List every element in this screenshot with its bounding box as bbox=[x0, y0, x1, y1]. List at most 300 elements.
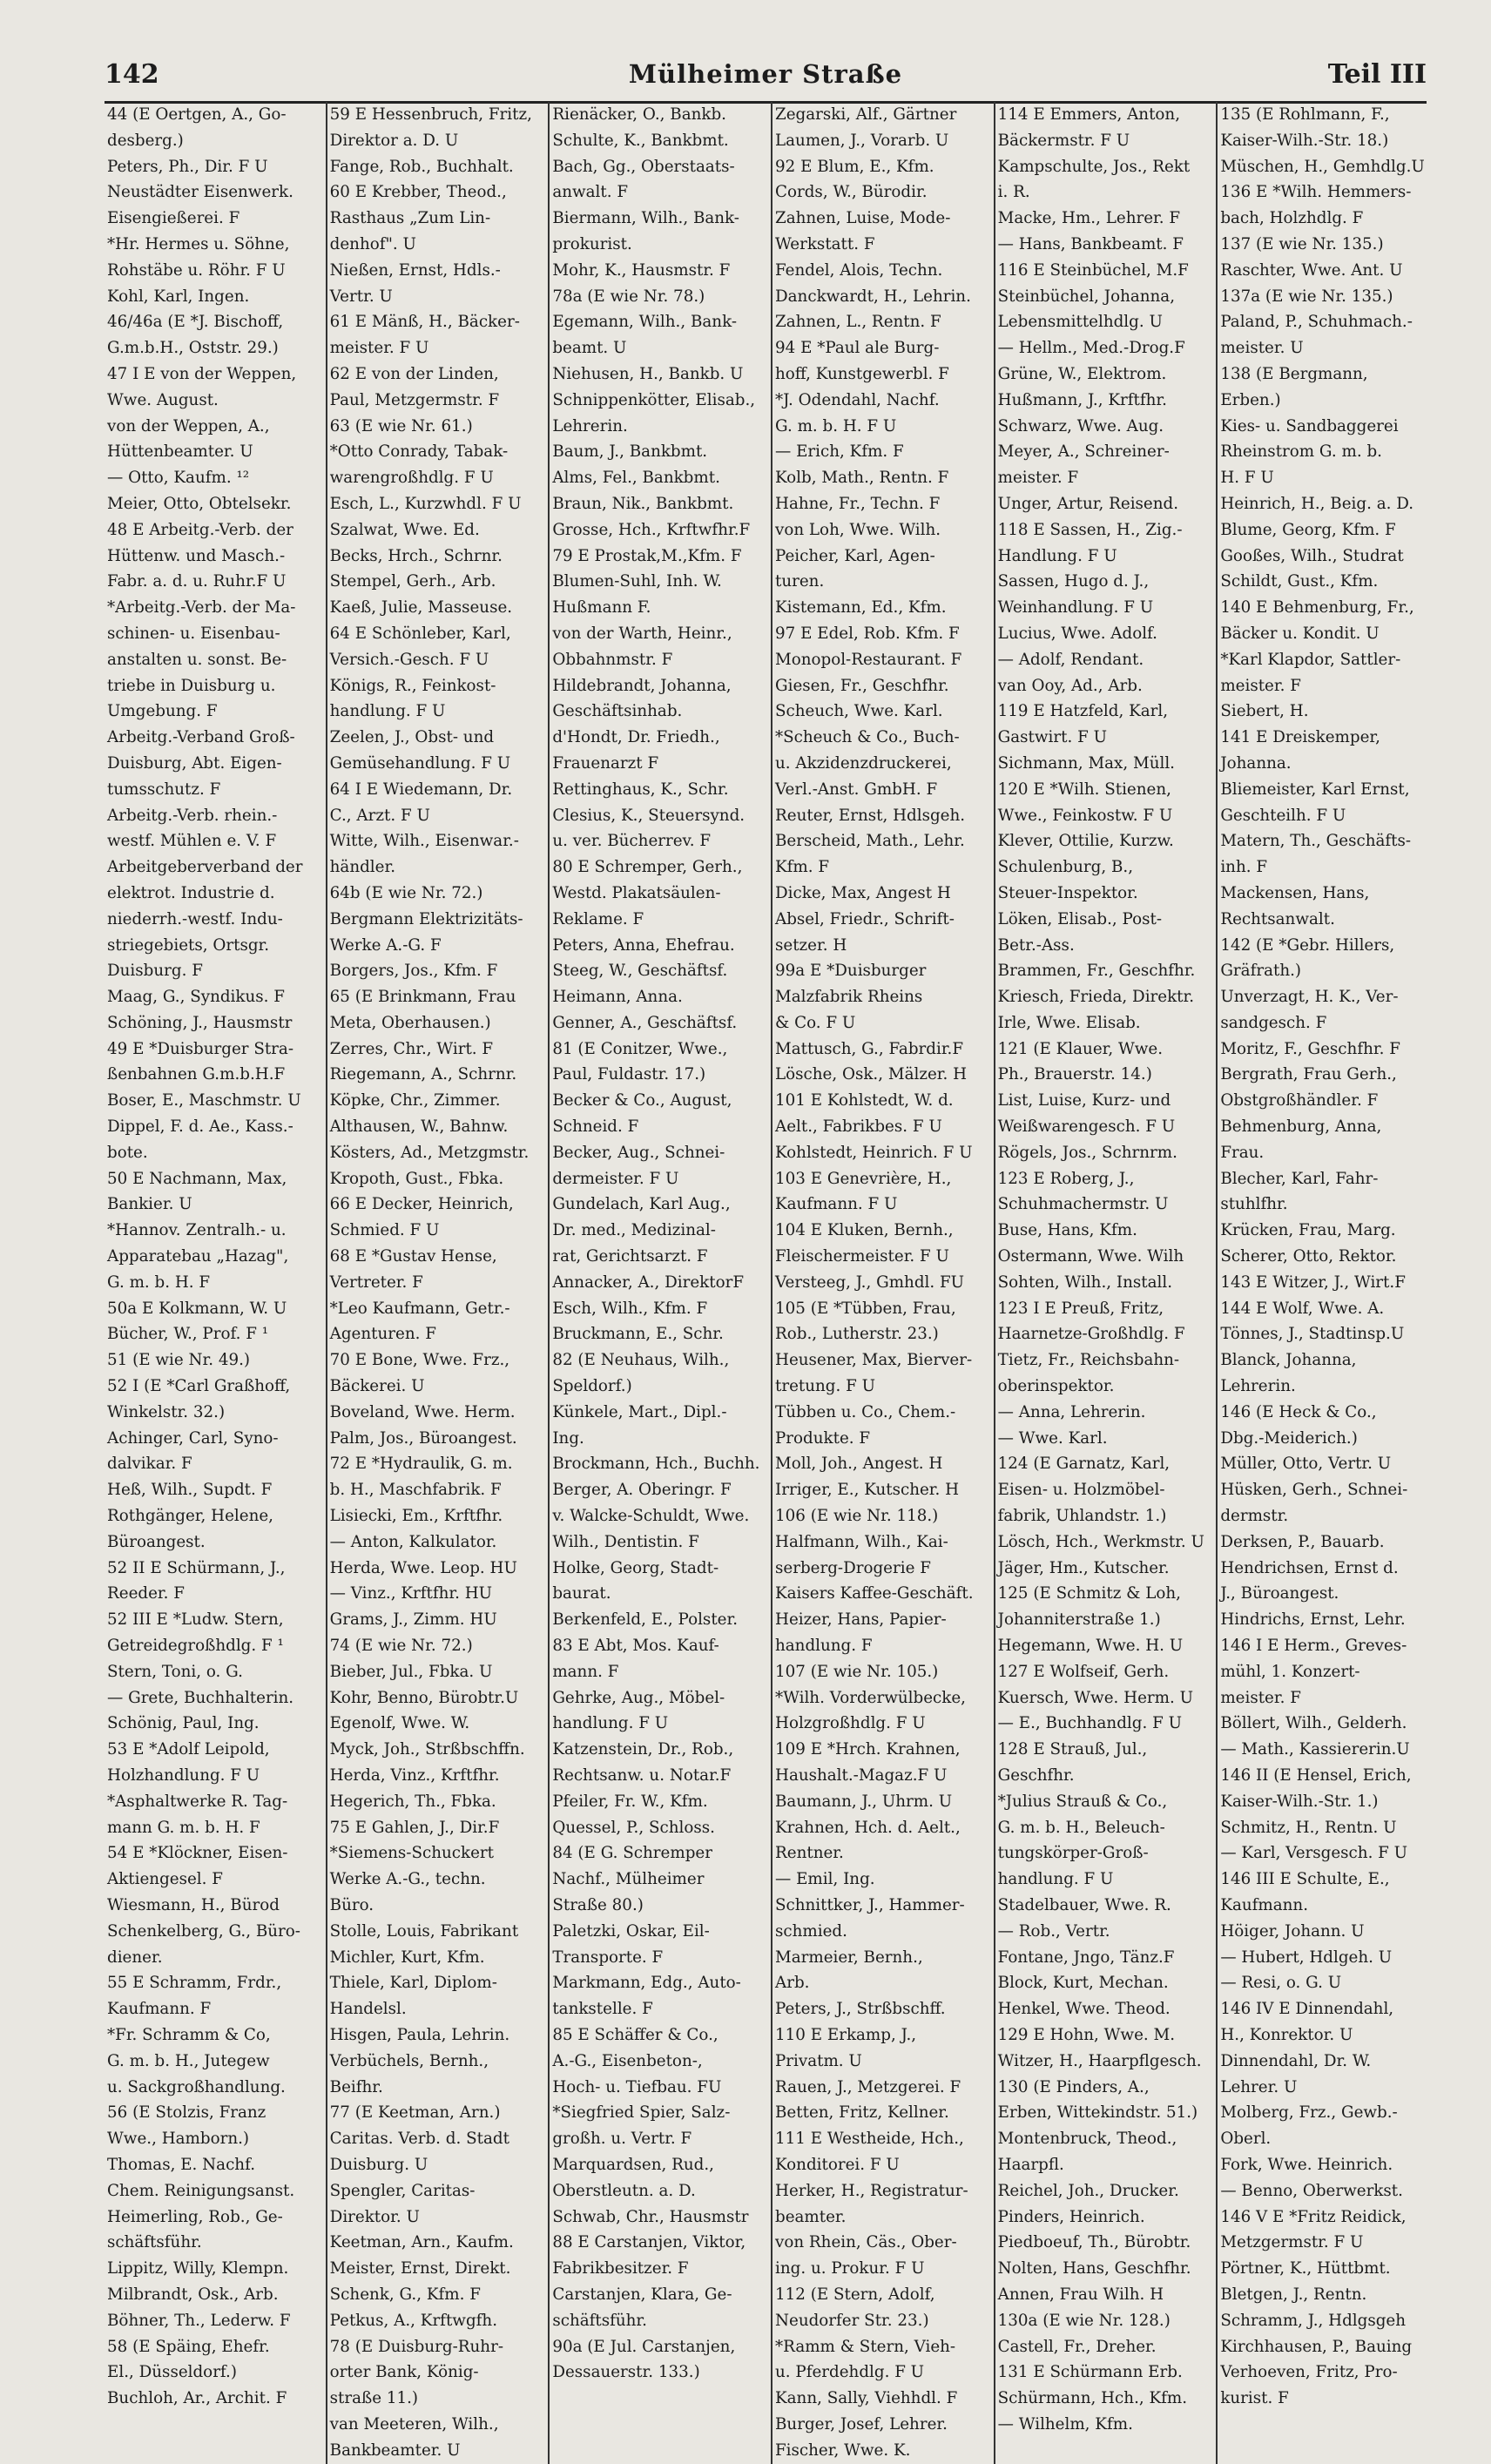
directory-entry-line: von Loh, Wwe. Wilh. bbox=[775, 520, 941, 539]
directory-entry-line: Bruckmann, E., Schr. bbox=[552, 1325, 724, 1344]
directory-entry-line: Wiesmann, H., Bürod bbox=[107, 1895, 280, 1914]
directory-entry-line: sandgesch. F bbox=[1220, 1013, 1327, 1032]
directory-entry-line: 94 E *Paul ale Burg- bbox=[775, 339, 940, 358]
directory-entry-line: List, Luise, Kurz- und bbox=[997, 1091, 1171, 1110]
directory-entry-line: Aktiengesel. F bbox=[107, 1870, 223, 1889]
directory-entry-line: Lippitz, Willy, Klempn. bbox=[107, 2259, 289, 2278]
directory-entry-line: — Grete, Buchhalterin. bbox=[107, 1688, 294, 1707]
directory-entry-line: 55 E Schramm, Frdr., bbox=[107, 1974, 282, 1993]
directory-entry-line: Tübben u. Co., Chem.- bbox=[775, 1402, 956, 1421]
directory-entry-line: Heimann, Anna. bbox=[552, 988, 683, 1007]
directory-entry-line: — Otto, Kaufm. ¹² bbox=[107, 469, 250, 488]
directory-entry-line: Kaufmann. bbox=[1220, 1895, 1309, 1914]
directory-entry-line: Siebert, H. bbox=[1220, 702, 1309, 721]
directory-entry-line: Neustädter Eisenwerk. bbox=[107, 183, 293, 202]
directory-entry-line: 140 E Behmenburg, Fr., bbox=[1220, 598, 1414, 618]
directory-entry-line: Rechtsanwalt. bbox=[1220, 909, 1335, 928]
directory-entry-line: Nießen, Ernst, Hdls.- bbox=[329, 260, 501, 280]
directory-entry-line: 81 (E Conitzer, Wwe., bbox=[552, 1039, 728, 1058]
directory-entry-line: Schöning, J., Hausmstr bbox=[107, 1013, 293, 1032]
directory-entry-line: Henkel, Wwe. Theod. bbox=[997, 2000, 1171, 2019]
directory-entry-line: 143 E Witzer, J., Wirt.F bbox=[1220, 1273, 1406, 1292]
directory-entry-line: 75 E Gahlen, J., Dir.F bbox=[329, 1818, 500, 1837]
directory-entry-line: Chem. Reinigungsanst. bbox=[107, 2181, 295, 2200]
directory-entry-line: 137 (E wie Nr. 135.) bbox=[1220, 234, 1384, 253]
directory-entry-line: Rob., Lutherstr. 23.) bbox=[775, 1325, 939, 1344]
directory-entry-line: 106 (E wie Nr. 118.) bbox=[775, 1507, 939, 1526]
directory-entry-line: Herda, Wwe. Leop. HU bbox=[329, 1558, 517, 1577]
directory-entry-line: warengroßhdlg. F U bbox=[329, 469, 494, 488]
directory-entry-line: Wwe., Feinkostw. F U bbox=[997, 806, 1173, 825]
directory-entry-line: setzer. H bbox=[775, 935, 847, 955]
directory-entry-line: Paletzki, Oskar, Eil- bbox=[552, 1921, 710, 1941]
directory-entry-line: von der Warth, Heinr., bbox=[552, 624, 732, 643]
directory-entry-line: Witzer, H., Haarpflgesch. bbox=[997, 2051, 1202, 2070]
directory-entry-line: Eisen- u. Holzmöbel- bbox=[997, 1481, 1165, 1500]
directory-entry-line: 92 E Blum, E., Kfm. bbox=[775, 157, 934, 176]
directory-entry-line: 46/46a (E *J. Bischoff, bbox=[107, 313, 284, 332]
directory-entry-line: Schnittker, J., Hammer- bbox=[775, 1895, 965, 1914]
directory-entry-line: bach, Holzhdlg. F bbox=[1220, 209, 1364, 228]
directory-entry-line: Danckwardt, H., Lehrin. bbox=[775, 287, 971, 306]
directory-entry-line: *J. Odendahl, Nachf. bbox=[775, 390, 940, 409]
directory-entry-line: Egenolf, Wwe. W. bbox=[329, 1714, 470, 1733]
directory-entry-line: 50a E Kolkmann, W. U bbox=[107, 1299, 287, 1318]
directory-entry-line: Heusener, Max, Bierver- bbox=[775, 1351, 973, 1370]
directory-entry-line: Schwab, Chr., Hausmstr bbox=[552, 2207, 749, 2226]
directory-entry-line: Hisgen, Paula, Lehrin. bbox=[329, 2025, 510, 2044]
directory-column bbox=[772, 102, 995, 2464]
directory-entry-line: Haarpfl. bbox=[997, 2155, 1064, 2174]
directory-entry-line: *Fr. Schramm & Co, bbox=[107, 2025, 271, 2044]
directory-entry-line: El., Düsseldorf.) bbox=[107, 2363, 237, 2382]
directory-entry-line: Paul, Metzgermstr. F bbox=[329, 390, 500, 409]
directory-entry-line: diener. bbox=[107, 1948, 163, 1967]
directory-entry-line: Spengler, Caritas- bbox=[329, 2181, 476, 2200]
directory-entry-line: Arbeitgeberverband der bbox=[107, 858, 303, 877]
directory-entry-line: Krahnen, Hch. d. Aelt., bbox=[775, 1818, 961, 1837]
directory-entry-line: Sassen, Hugo d. J., bbox=[997, 572, 1150, 591]
directory-entry-line: G. m. b. H., Jutegew bbox=[107, 2051, 270, 2070]
directory-entry-line: Paul, Fuldastr. 17.) bbox=[552, 1065, 706, 1084]
directory-entry-line: Palm, Jos., Büroangest. bbox=[329, 1428, 517, 1448]
directory-entry-line: rat, Gerichtsarzt. F bbox=[552, 1247, 708, 1266]
directory-entry-line: Grosse, Hch., Krftwfhr.F bbox=[552, 520, 751, 539]
directory-entry-line: Behmenburg, Anna, bbox=[1220, 1117, 1382, 1137]
directory-entry-line: Herda, Vinz., Krftfhr. bbox=[329, 1766, 500, 1785]
directory-entry-line: 101 E Kohlstedt, W. d. bbox=[775, 1091, 954, 1110]
directory-entry-line: i. R. bbox=[997, 183, 1030, 202]
directory-entry-line: — Vinz., Krftfhr. HU bbox=[329, 1584, 493, 1603]
directory-entry-line: Schuhmachermstr. U bbox=[997, 1195, 1169, 1214]
directory-entry-line: Steeg, W., Geschäftsf. bbox=[552, 962, 728, 981]
directory-entry-line: Schmied. F U bbox=[329, 1221, 440, 1240]
directory-entry-line: Gundelach, Karl Aug., bbox=[552, 1195, 731, 1214]
directory-entry-line: Johanna. bbox=[1220, 753, 1292, 773]
directory-entry-line: Mattusch, G., Fabrdir.F bbox=[775, 1039, 964, 1058]
directory-entry-line: Kistemann, Ed., Kfm. bbox=[775, 598, 947, 618]
directory-entry-line: Schnippenkötter, Elisab., bbox=[552, 390, 756, 409]
directory-entry-line: Schmitz, H., Rentn. U bbox=[1220, 1818, 1397, 1837]
directory-entry-line: 56 (E Stolzis, Franz bbox=[107, 2103, 266, 2123]
directory-entry-line: Bergrath, Frau Gerh., bbox=[1220, 1065, 1397, 1084]
directory-entry-line: Kriesch, Frieda, Direktr. bbox=[997, 988, 1195, 1007]
directory-entry-line: Nolten, Hans, Geschfhr. bbox=[997, 2259, 1191, 2278]
directory-entry-line: — Benno, Oberwerkst. bbox=[1220, 2181, 1403, 2200]
directory-entry-line: Blume, Georg, Kfm. F bbox=[1220, 520, 1396, 539]
directory-entry-line: von Rhein, Cäs., Ober- bbox=[775, 2233, 957, 2252]
directory-entry-line: Achinger, Carl, Syno- bbox=[107, 1428, 279, 1448]
directory-entry-line: — E., Buchhandlg. F U bbox=[997, 1714, 1182, 1733]
directory-entry-line: 59 E Hessenbruch, Fritz, bbox=[329, 105, 532, 124]
directory-entry-line: Geschteilh. F U bbox=[1220, 806, 1346, 825]
directory-entry-line: Holke, Georg, Stadt- bbox=[552, 1558, 719, 1577]
directory-entry-line: 129 E Hohn, Wwe. M. bbox=[997, 2025, 1176, 2044]
directory-entry-line: & Co. F U bbox=[775, 1013, 856, 1032]
directory-entry-line: 50 E Nachmann, Max, bbox=[107, 1169, 287, 1188]
directory-entry-line: Fischer, Wwe. K. bbox=[775, 2440, 911, 2460]
directory-entry-line: schäftsführ. bbox=[552, 2311, 647, 2330]
directory-entry-line: Kirchhausen, P., Bauing bbox=[1220, 2337, 1413, 2356]
directory-entry-line: händler. bbox=[329, 858, 396, 877]
directory-entry-line: Bieber, Jul., Fbka. U bbox=[329, 1662, 493, 1681]
directory-column bbox=[1218, 102, 1440, 2464]
directory-entry-line: Gooßes, Wilh., Studrat bbox=[1220, 546, 1404, 565]
directory-entry-line: Katzenstein, Dr., Rob., bbox=[552, 1740, 734, 1759]
directory-entry-line: 141 E Dreiskemper, bbox=[1220, 728, 1380, 747]
directory-entry-line: dermstr. bbox=[1220, 1507, 1289, 1526]
directory-entry-line: Block, Kurt, Mechan. bbox=[997, 1974, 1169, 1993]
directory-entry-line: Brockmann, Hch., Buchh. bbox=[552, 1455, 760, 1474]
directory-entry-line: *Scheuch & Co., Buch- bbox=[775, 728, 960, 747]
directory-entry-line: Handlung. F U bbox=[997, 546, 1117, 565]
directory-entry-line: Schenkelberg, G., Büro- bbox=[107, 1921, 300, 1941]
directory-entry-line: Castell, Fr., Dreher. bbox=[997, 2337, 1157, 2356]
directory-entry-line: 127 E Wolfseif, Gerh. bbox=[997, 1662, 1170, 1681]
directory-entry-line: G. m. b. H., Beleuch- bbox=[997, 1818, 1165, 1837]
directory-entry-line: Bücher, W., Prof. F ¹ bbox=[107, 1325, 269, 1344]
directory-entry-line: Dinnendahl, Dr. W. bbox=[1220, 2051, 1372, 2070]
directory-entry-line: 124 (E Garnatz, Karl, bbox=[997, 1455, 1171, 1474]
directory-entry-line: Schenk, G., Kfm. F bbox=[329, 2285, 481, 2304]
directory-entry-line: Bäckermstr. F U bbox=[997, 131, 1130, 150]
directory-entry-line: Stern, Toni, o. G. bbox=[107, 1662, 243, 1681]
directory-entry-line: Annacker, A., DirektorF bbox=[552, 1273, 745, 1292]
directory-entry-line: Meister, Ernst, Direkt. bbox=[329, 2259, 511, 2278]
directory-entry-line: Witte, Wilh., Eisenwar.- bbox=[329, 832, 519, 851]
directory-entry-line: triebe in Duisburg u. bbox=[107, 676, 276, 695]
directory-entry-line: Kfm. F bbox=[775, 858, 830, 877]
directory-entry-line: 52 II E Schürmann, J., bbox=[107, 1558, 286, 1577]
directory-entry-line: Cords, W., Bürodir. bbox=[775, 183, 928, 202]
directory-entry-line: Grüne, W., Elektrom. bbox=[997, 364, 1167, 383]
directory-entry-line: meister. F bbox=[1220, 1688, 1301, 1707]
directory-entry-line: Transporte. F bbox=[552, 1948, 664, 1967]
directory-entry-line: denhof". U bbox=[329, 234, 416, 253]
directory-entry-line: niederrh.-westf. Indu- bbox=[107, 909, 283, 928]
directory-entry-line: anwalt. F bbox=[552, 183, 629, 202]
directory-entry-line: mann G. m. b. H. F bbox=[107, 1818, 260, 1837]
directory-entry-line: Piedboeuf, Th., Bürobtr. bbox=[997, 2233, 1191, 2252]
directory-entry-line: fabrik, Uhlandstr. 1.) bbox=[997, 1507, 1167, 1526]
directory-entry-line: Pörtner, K., Hüttbmt. bbox=[1220, 2259, 1391, 2278]
directory-entry-line: schmied. bbox=[775, 1921, 847, 1941]
directory-entry-line: Kuersch, Wwe. Herm. U bbox=[997, 1688, 1194, 1707]
directory-entry-line: Milbrandt, Osk., Arb. bbox=[107, 2285, 279, 2304]
directory-entry-line: *Otto Conrady, Tabak- bbox=[329, 442, 509, 462]
directory-entry-line: Zeelen, J., Obst- und bbox=[329, 728, 495, 747]
directory-entry-line: b. H., Maschfabrik. F bbox=[329, 1481, 502, 1500]
directory-entry-line: Malzfabrik Rheins bbox=[775, 988, 923, 1007]
directory-entry-line: Kösters, Ad., Metzgmstr. bbox=[329, 1143, 530, 1162]
directory-entry-line: Frauenarzt F bbox=[552, 753, 659, 773]
directory-entry-line: von der Weppen, A., bbox=[107, 416, 270, 435]
directory-entry-line: Tietz, Fr., Reichsbahn- bbox=[997, 1351, 1180, 1370]
directory-entry-line: van Ooy, Ad., Arb. bbox=[997, 676, 1143, 695]
directory-entry-line: Getreidegroßhdlg. F ¹ bbox=[107, 1637, 284, 1656]
directory-entry-line: großh. u. Vertr. F bbox=[552, 2130, 692, 2149]
directory-entry-line: Molberg, Frz., Gewb.- bbox=[1220, 2103, 1398, 2123]
directory-entry-line: Steuer-Inspektor. bbox=[997, 883, 1138, 902]
directory-entry-line: striegebiets, Ortsgr. bbox=[107, 935, 270, 955]
directory-entry-line: Rothgänger, Helene, bbox=[107, 1507, 273, 1526]
directory-entry-line: Reeder. F bbox=[107, 1584, 185, 1603]
directory-entry-line: 47 I E von der Weppen, bbox=[107, 364, 297, 383]
directory-entry-line: 82 (E Neuhaus, Wilh., bbox=[552, 1351, 730, 1370]
directory-entry-line: Bach, Gg., Oberstaats- bbox=[552, 157, 735, 176]
directory-entry-line: Reuter, Ernst, Hdlsgeh. bbox=[775, 806, 966, 825]
directory-entry-line: Oberstleutn. a. D. bbox=[552, 2181, 696, 2200]
directory-entry-line: Winkelstr. 32.) bbox=[107, 1402, 226, 1421]
directory-entry-line: 85 E Schäffer & Co., bbox=[552, 2025, 719, 2044]
directory-entry-line: Biermann, Wilh., Bank- bbox=[552, 209, 739, 228]
directory-entry-line: tankstelle. F bbox=[552, 2000, 653, 2019]
directory-entry-line: Giesen, Fr., Geschfhr. bbox=[775, 676, 949, 695]
directory-entry-line: 72 E *Hydraulik, G. m. bbox=[329, 1455, 513, 1474]
directory-entry-line: Neudorfer Str. 23.) bbox=[775, 2311, 929, 2330]
directory-entry-line: 103 E Genevrière, H., bbox=[775, 1169, 952, 1188]
directory-entry-line: Werke A.-G., techn. bbox=[329, 1870, 486, 1889]
directory-entry-line: Verl.-Anst. GmbH. F bbox=[775, 780, 938, 799]
directory-entry-line: Kohr, Benno, Bürobtr.U bbox=[329, 1688, 519, 1707]
directory-entry-line: Scheuch, Wwe. Karl. bbox=[775, 702, 943, 721]
directory-entry-line: Dicke, Max, Angest H bbox=[775, 883, 951, 902]
directory-entry-line: Duisburg. F bbox=[107, 962, 203, 981]
directory-entry-line: 118 E Sassen, H., Zig.- bbox=[997, 520, 1183, 539]
directory-entry-line: Stempel, Gerh., Arb. bbox=[329, 572, 496, 591]
directory-entry-line: handlung. F U bbox=[552, 1714, 669, 1733]
directory-entry-line: — Karl, Versgesch. F U bbox=[1220, 1844, 1408, 1863]
directory-entry-line: Becker & Co., August, bbox=[552, 1091, 732, 1110]
directory-entry-line: Zahnen, Luise, Mode- bbox=[775, 209, 951, 228]
directory-entry-line: 54 E *Klöckner, Eisen- bbox=[107, 1844, 288, 1863]
directory-entry-line: Bankbeamter. U bbox=[329, 2440, 461, 2460]
directory-entry-line: Bergmann Elektrizitäts- bbox=[329, 909, 523, 928]
directory-entry-line: Moll, Joh., Angest. H bbox=[775, 1455, 943, 1474]
directory-entry-line: Betr.-Ass. bbox=[997, 935, 1075, 955]
directory-entry-line: 64 I E Wiedemann, Dr. bbox=[329, 780, 513, 799]
directory-entry-line: handlung. F U bbox=[997, 1870, 1114, 1889]
directory-entry-line: u. Pferdehdlg. F U bbox=[775, 2363, 925, 2382]
directory-entry-line: baurat. bbox=[552, 1584, 611, 1603]
directory-entry-line: Fendel, Alois, Techn. bbox=[775, 260, 943, 280]
directory-entry-line: 68 E *Gustav Hense, bbox=[329, 1247, 497, 1266]
directory-entry-line: Hoch- u. Tiefbau. FU bbox=[552, 2077, 722, 2096]
directory-entry-line: Kaisers Kaffee-Geschäft. bbox=[775, 1584, 974, 1603]
directory-entry-line: Buse, Hans, Kfm. bbox=[997, 1221, 1137, 1240]
directory-entry-line: — Hellm., Med.-Drog.F bbox=[997, 339, 1185, 358]
directory-entry-line: 52 III E *Ludw. Stern, bbox=[107, 1610, 284, 1630]
directory-entry-line: Hüsken, Gerh., Schnei- bbox=[1220, 1481, 1408, 1500]
directory-entry-line: Hegerich, Th., Fbka. bbox=[329, 1792, 496, 1811]
directory-entry-line: Boser, E., Maschmstr. U bbox=[107, 1091, 301, 1110]
directory-entry-line: Kampschulte, Jos., Rekt bbox=[997, 157, 1191, 176]
directory-entry-line: 146 V E *Fritz Reidick, bbox=[1220, 2207, 1407, 2226]
directory-entry-line: Frau. bbox=[1220, 1143, 1265, 1162]
directory-entry-line: H., Konrektor. U bbox=[1220, 2025, 1353, 2044]
directory-entry-line: tungskörper-Groß- bbox=[997, 1844, 1149, 1863]
directory-entry-line: Tönnes, J., Stadtinsp.U bbox=[1220, 1325, 1405, 1344]
directory-entry-line: 66 E Decker, Heinrich, bbox=[329, 1195, 514, 1214]
directory-entry-line: Montenbruck, Theod., bbox=[997, 2130, 1177, 2149]
directory-entry-line: Schneid. F bbox=[552, 1117, 639, 1137]
directory-entry-line: 116 E Steinbüchel, M.F bbox=[997, 260, 1189, 280]
directory-entry-line: Rienäcker, O., Bankb. bbox=[552, 105, 726, 124]
directory-entry-line: meister. F bbox=[997, 469, 1079, 488]
directory-entry-line: Müller, Otto, Vertr. U bbox=[1220, 1455, 1392, 1474]
directory-entry-line: 107 (E wie Nr. 105.) bbox=[775, 1662, 939, 1681]
directory-entry-line: J., Büroangest. bbox=[1220, 1584, 1339, 1603]
directory-entry-line: Hußmann F. bbox=[552, 598, 651, 618]
directory-entry-line: turen. bbox=[775, 572, 825, 591]
directory-entry-line: Brammen, Fr., Geschfhr. bbox=[997, 962, 1196, 981]
directory-entry-line: Versich.-Gesch. F U bbox=[329, 650, 489, 669]
directory-entry-line: Arb. bbox=[775, 1974, 810, 1993]
directory-entry-line: 49 E *Duisburger Stra- bbox=[107, 1039, 294, 1058]
directory-entry-line: H. F U bbox=[1220, 469, 1274, 488]
directory-entry-line: Ostermann, Wwe. Wilh bbox=[997, 1247, 1184, 1266]
directory-entry-line: 70 E Bone, Wwe. Frz., bbox=[329, 1351, 510, 1370]
directory-entry-line: Verbüchels, Bernh., bbox=[329, 2051, 489, 2070]
directory-entry-line: Hildebrandt, Johanna, bbox=[552, 676, 732, 695]
directory-entry-line: Kaufmann. F U bbox=[775, 1195, 898, 1214]
directory-entry-line: *Leo Kaufmann, Getr.- bbox=[329, 1299, 510, 1318]
directory-entry-line: — Wwe. Karl. bbox=[997, 1428, 1108, 1448]
directory-entry-line: Niehusen, H., Bankb. U bbox=[552, 364, 744, 383]
directory-entry-line: Herker, H., Registratur- bbox=[775, 2181, 968, 2200]
directory-entry-line: Hüttenw. und Masch.- bbox=[107, 546, 286, 565]
directory-entry-line: Kaeß, Julie, Masseuse. bbox=[329, 598, 513, 618]
directory-entry-line: Bäcker u. Kondit. U bbox=[1220, 624, 1380, 643]
directory-entry-line: Werkstatt. F bbox=[775, 234, 875, 253]
directory-entry-line: 137a (E wie Nr. 135.) bbox=[1220, 287, 1393, 306]
directory-entry-line: Lehrerin. bbox=[1220, 1377, 1296, 1396]
directory-entry-line: Buchloh, Ar., Archit. F bbox=[107, 2389, 287, 2408]
directory-entry-line: Braun, Nik., Bankbmt. bbox=[552, 494, 734, 513]
directory-entry-line: G. m. b. H. F U bbox=[775, 416, 897, 435]
directory-entry-line: Blanck, Johanna, bbox=[1220, 1351, 1357, 1370]
directory-entry-line: 130a (E wie Nr. 128.) bbox=[997, 2311, 1171, 2330]
directory-entry-line: 65 (E Brinkmann, Frau bbox=[329, 988, 516, 1007]
directory-entry-line: 146 (E Heck & Co., bbox=[1220, 1402, 1377, 1421]
directory-entry-line: Boveland, Wwe. Herm. bbox=[329, 1402, 516, 1421]
directory-entry-line: Meyer, A., Schreiner- bbox=[997, 442, 1170, 462]
directory-entry-line: Zegarski, Alf., Gärtner bbox=[775, 105, 957, 124]
directory-entry-line: G.m.b.H., Oststr. 29.) bbox=[107, 339, 279, 358]
directory-entry-line: Marmeier, Bernh., bbox=[775, 1948, 923, 1967]
directory-entry-line: Zerres, Chr., Wirt. F bbox=[329, 1039, 494, 1058]
directory-entry-line: Rentner. bbox=[775, 1844, 844, 1863]
directory-entry-line: — Hubert, Hdlgeh. U bbox=[1220, 1948, 1393, 1967]
directory-entry-line: 112 (E Stern, Adolf, bbox=[775, 2285, 935, 2304]
directory-entry-line: dalvikar. F bbox=[107, 1455, 192, 1474]
directory-entry-line: 78a (E wie Nr. 78.) bbox=[552, 287, 705, 306]
directory-entry-line: desberg.) bbox=[107, 131, 184, 150]
directory-entry-line: Schildt, Gust., Kfm. bbox=[1220, 572, 1379, 591]
directory-entry-line: Becks, Hrch., Schrnr. bbox=[329, 546, 503, 565]
directory-entry-line: 80 E Schremper, Gerh., bbox=[552, 858, 743, 877]
directory-entry-line: orter Bank, König- bbox=[329, 2363, 479, 2382]
directory-entry-line: Kies- u. Sandbaggerei bbox=[1220, 416, 1399, 435]
directory-entry-line: u. Sackgroßhandlung. bbox=[107, 2077, 286, 2096]
directory-entry-line: Kann, Sally, Viehhdl. F bbox=[775, 2389, 958, 2408]
directory-entry-line: Matern, Th., Geschäfts- bbox=[1220, 832, 1412, 851]
directory-entry-line: Gräfrath.) bbox=[1220, 962, 1302, 981]
directory-entry-line: Vertreter. F bbox=[329, 1273, 423, 1292]
directory-entry-line: 146 III E Schulte, E., bbox=[1220, 1870, 1390, 1889]
directory-entry-line: Klever, Ottilie, Kurzw. bbox=[997, 832, 1174, 851]
directory-entry-line: *Hr. Hermes u. Söhne, bbox=[107, 234, 290, 253]
directory-entry-line: Thiele, Karl, Diplom- bbox=[329, 1974, 497, 1993]
directory-entry-line: Agenturen. F bbox=[329, 1325, 436, 1344]
directory-entry-line: Westd. Plakatsäulen- bbox=[552, 883, 721, 902]
directory-entry-line: Monopol-Restaurant. F bbox=[775, 650, 962, 669]
directory-entry-line: Rohstäbe u. Röhr. F U bbox=[107, 260, 286, 280]
directory-entry-line: Betten, Fritz, Kellner. bbox=[775, 2103, 949, 2123]
directory-column bbox=[327, 102, 550, 2464]
directory-entry-line: — Emil, Ing. bbox=[775, 1870, 875, 1889]
directory-entry-line: Königs, R., Feinkost- bbox=[329, 676, 496, 695]
directory-entry-line: — Resi, o. G. U bbox=[1220, 1974, 1342, 1993]
page-header bbox=[105, 52, 1427, 104]
directory-entry-line: Versteeg, J., Gmhdl. FU bbox=[775, 1273, 965, 1292]
directory-entry-line: Speldorf.) bbox=[552, 1377, 632, 1396]
directory-entry-line: Metzgermstr. F U bbox=[1220, 2233, 1364, 2252]
directory-entry-line: Krücken, Frau, Marg. bbox=[1220, 1221, 1396, 1240]
directory-entry-line: Macke, Hm., Lehrer. F bbox=[997, 209, 1181, 228]
directory-entry-line: 146 I E Herm., Greves- bbox=[1220, 1637, 1407, 1656]
directory-entry-line: Privatm. U bbox=[775, 2051, 862, 2070]
directory-entry-line: Hegemann, Wwe. H. U bbox=[997, 1637, 1184, 1656]
directory-entry-line: Lösche, Osk., Mälzer. H bbox=[775, 1065, 968, 1084]
directory-entry-line: Laumen, J., Vorarb. U bbox=[775, 131, 949, 150]
directory-entry-line: Dr. med., Medizinal- bbox=[552, 1221, 716, 1240]
directory-entry-line: Apparatebau „Hazag", bbox=[107, 1247, 289, 1266]
directory-entry-line: westf. Mühlen e. V. F bbox=[107, 832, 277, 851]
directory-entry-line: mann. F bbox=[552, 1662, 619, 1681]
directory-entry-line: Steinbüchel, Johanna, bbox=[997, 287, 1176, 306]
directory-entry-line: 63 (E wie Nr. 61.) bbox=[329, 416, 473, 435]
directory-entry-line: Lucius, Wwe. Adolf. bbox=[997, 624, 1157, 643]
directory-entry-line: 60 E Krebber, Theod., bbox=[329, 183, 507, 202]
directory-entry-line: 146 II (E Hensel, Erich, bbox=[1220, 1766, 1412, 1785]
directory-entry-line: A.-G., Eisenbeton-, bbox=[552, 2051, 703, 2070]
directory-entry-line: Annen, Frau Wilh. H bbox=[997, 2285, 1164, 2304]
page-number: 142 bbox=[105, 59, 159, 90]
directory-entry-line: Werke A.-G. F bbox=[329, 935, 442, 955]
directory-entry-line: Köpke, Chr., Zimmer. bbox=[329, 1091, 501, 1110]
directory-entry-line: Esch, Wilh., Kfm. F bbox=[552, 1299, 708, 1318]
